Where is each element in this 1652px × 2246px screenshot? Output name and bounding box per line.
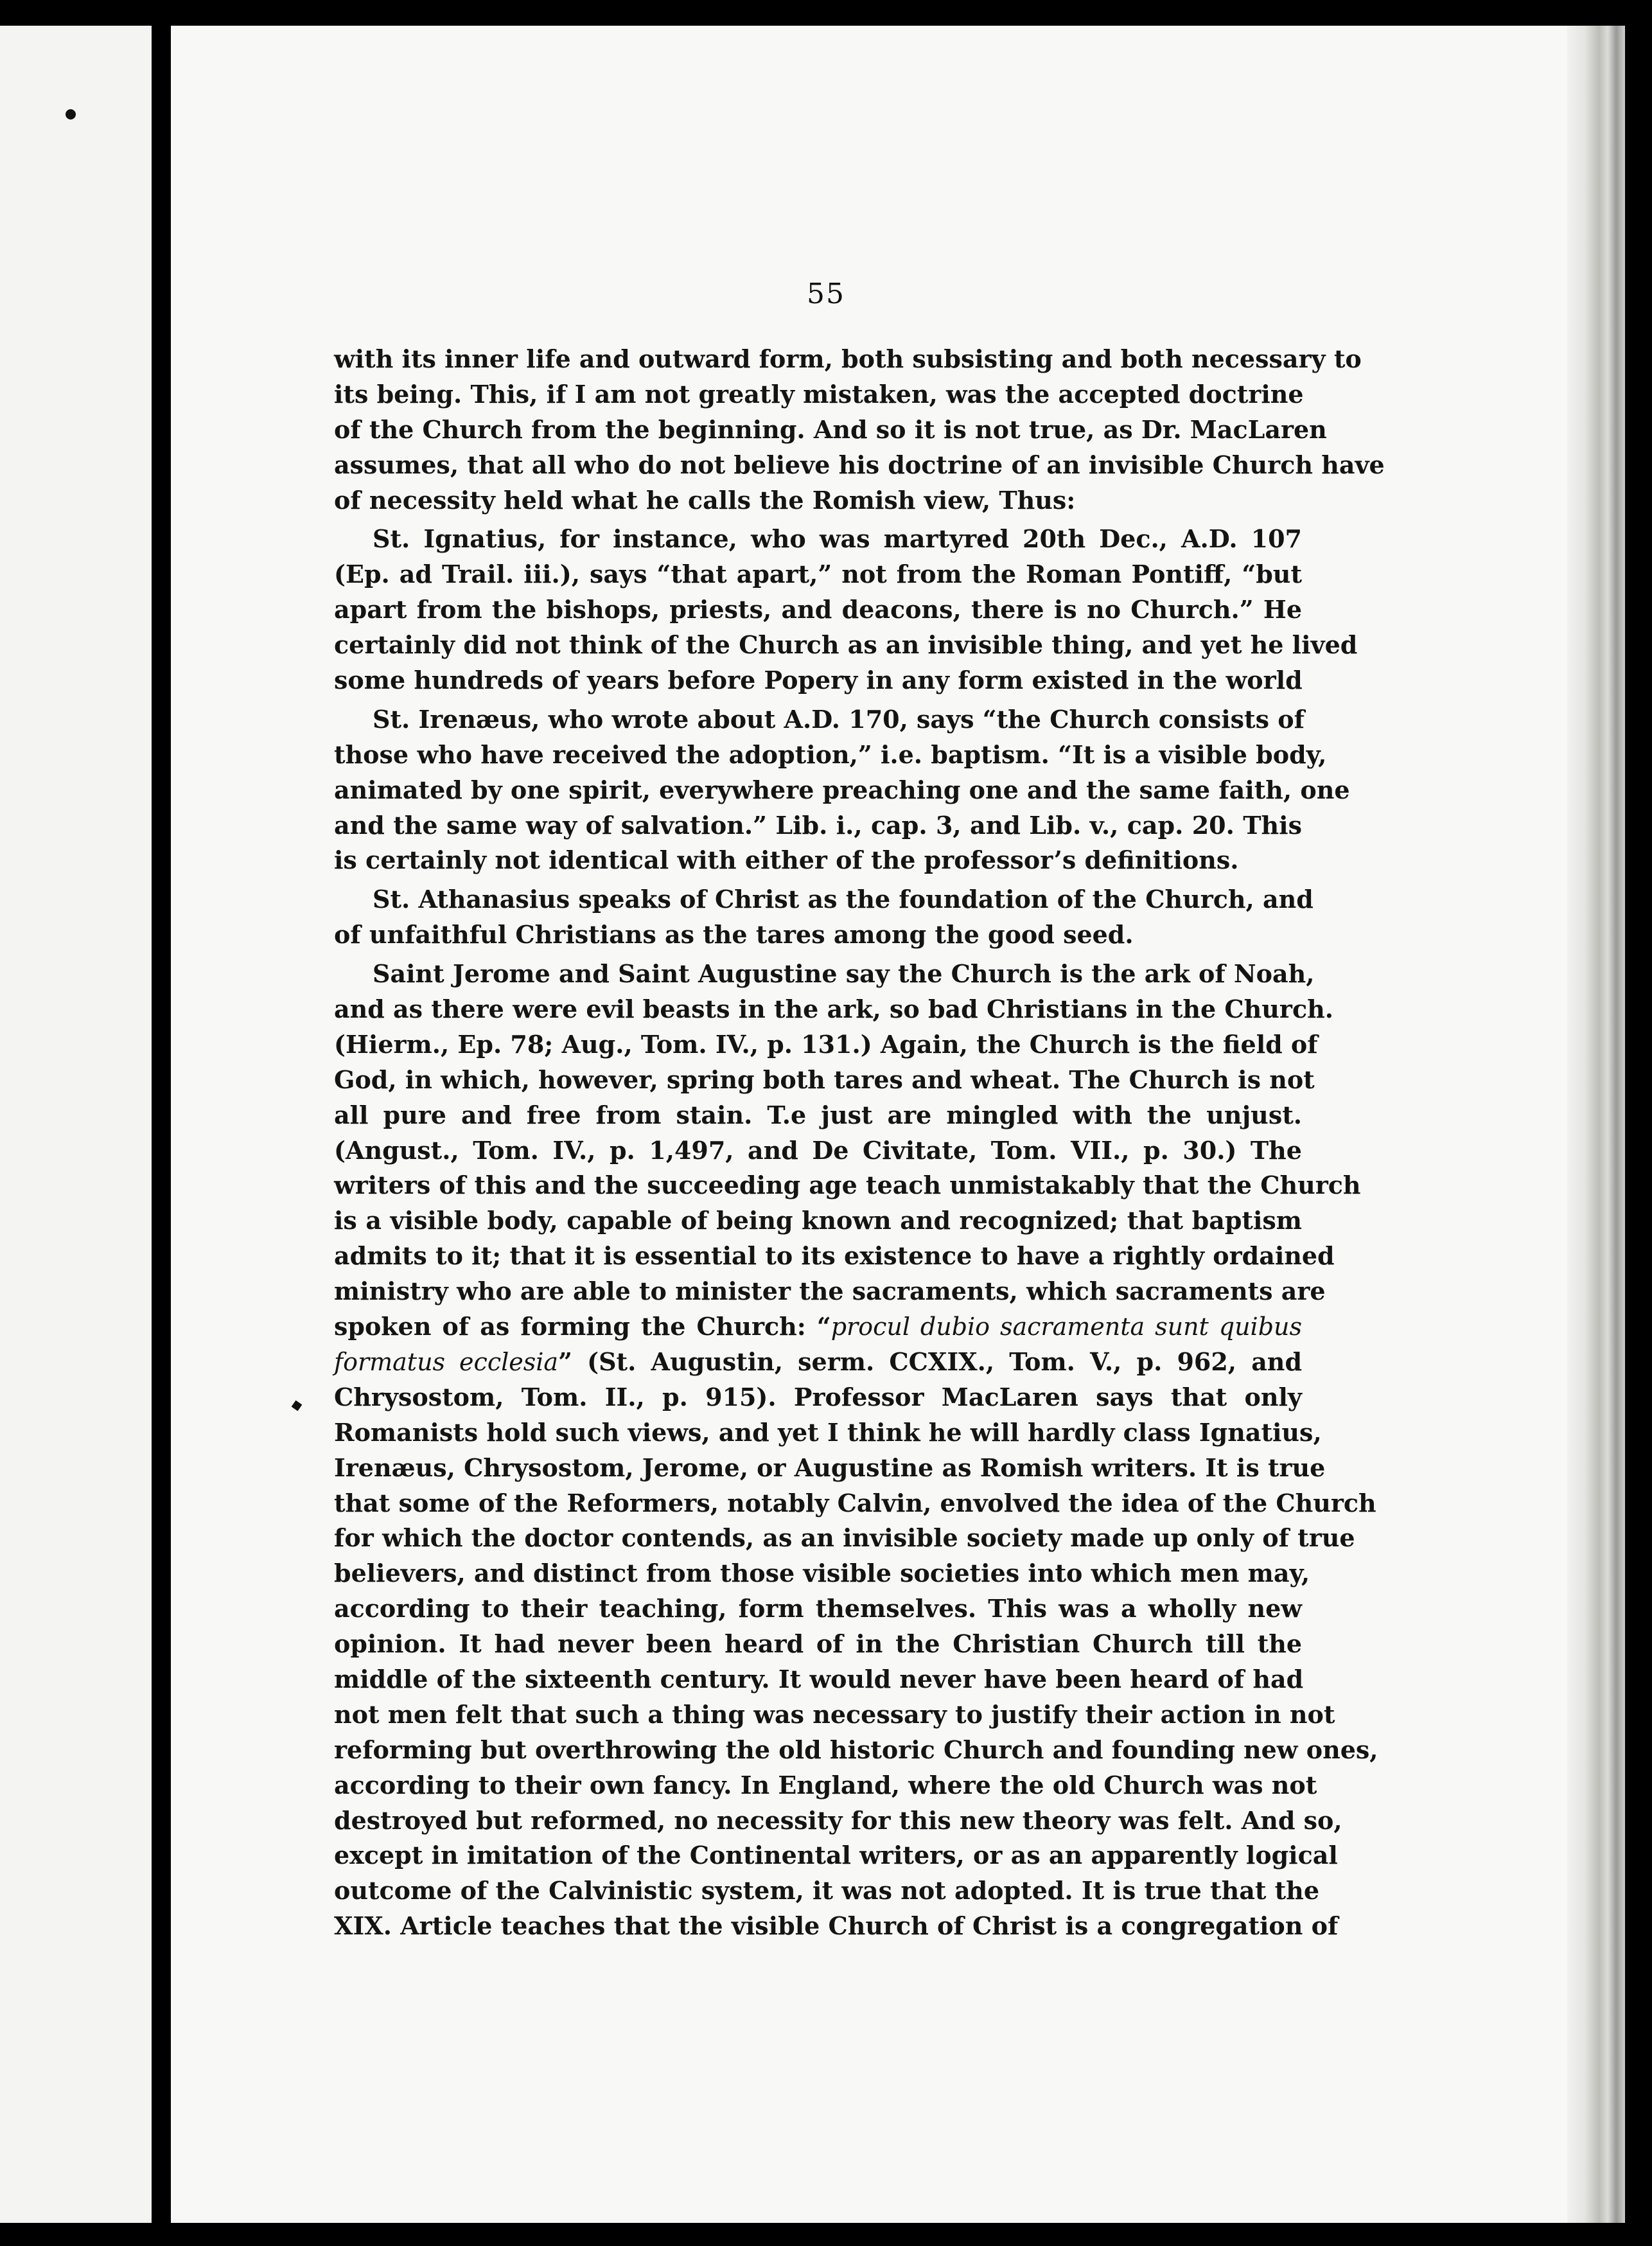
text-line: of the Church from the beginning. And so it is not true, as Dr. MacLaren — [334, 414, 1327, 444]
text-line: writers of this and the succeeding age teach unmistakably that the Church — [334, 1171, 1361, 1200]
text-line: of necessity held what he calls the Romish view, Thus: — [334, 485, 1076, 515]
page-number: 55 — [807, 278, 845, 310]
text-line: Chrysostom, Tom. II., p. 915). Professor MacLaren says that only — [334, 1382, 1302, 1411]
text-line: those who have received the adoption,” i.e. baptism. “It is a visible body, — [334, 739, 1327, 769]
text-line: St. Ignatius, for instance, who was martyred 20th Dec., A.D. 107 — [373, 524, 1302, 554]
text-line: Romanists hold such views, and yet I think he will hardly class Ignatius, — [334, 1417, 1322, 1447]
page-stack-edge — [1567, 26, 1625, 2223]
text-line-quote-end: formatus ecclesia” (St. Augustin, serm. CCXIX., Tom. V., p. 962, and — [334, 1347, 1303, 1376]
text-line: ministry who are able to minister the sacraments, which sacraments are — [334, 1277, 1326, 1306]
text-line: is a visible body, capable of being known and recognized; that baptism — [334, 1206, 1302, 1235]
text-line: animated by one spirit, everywhere preaching one and the same faith, one — [334, 775, 1350, 804]
text-line: outcome of the Calvinistic system, it was not adopted. It is true that the — [334, 1876, 1319, 1906]
text-line: St. Athanasius speaks of Christ as the foundation of the Church, and — [373, 885, 1314, 914]
text-line: its being. This, if I am not greatly mistaken, was the accepted doctrine — [334, 379, 1304, 409]
text-line: not men felt that such a thing was necessary to justify their action in not — [334, 1699, 1335, 1729]
text-segment: (St. Augustin, serm. CCXIX., Tom. V., p. 962, and — [587, 1347, 1303, 1376]
text-line: XIX. Article teaches that the visible Church of Christ is a congregation of — [334, 1911, 1339, 1941]
text-line: middle of the sixteenth century. It would never have been heard of had — [334, 1664, 1304, 1693]
text-line: believers, and distinct from those visible societies into which men may, — [334, 1559, 1310, 1588]
text-line: according to their own fancy. In England, where the old Church was not — [334, 1770, 1317, 1799]
text-line: Saint Jerome and Saint Augustine say the Church is the ark of Noah, — [373, 959, 1315, 989]
text-line: all pure and free from stain. T.e just are mingled with the unjust. — [334, 1100, 1302, 1129]
latin-quote-end: formatus ecclesia — [334, 1347, 559, 1376]
text-line: (Angust., Tom. IV., p. 1,497, and De Civitate, Tom. VII., p. 30.) The — [334, 1135, 1302, 1165]
text-line: apart from the bishops, priests, and deacons, there is no Church.” He — [334, 595, 1302, 624]
text-line: according to their teaching, form themselves. This was a wholly new — [334, 1594, 1302, 1623]
text-line: that some of the Reformers, notably Calvin, envolved the idea of the Church — [334, 1488, 1376, 1517]
body-text — [334, 342, 1385, 1944]
text-line: destroyed but reformed, no necessity for this new theory was felt. And so, — [334, 1805, 1342, 1835]
text-line: opinion. It had never been heard of in the Christian Church till the — [334, 1629, 1302, 1659]
text-line: and as there were evil beasts in the ark, so bad Christians in the Church. — [334, 995, 1333, 1024]
text-line: and the same way of salvation.” Lib. i., cap. 3, and Lib. v., cap. 20. This — [334, 810, 1302, 840]
text-line: reforming but overthrowing the old historic Church and founding new ones, — [334, 1735, 1378, 1764]
text-line: God, in which, however, spring both tares and wheat. The Church is not — [334, 1065, 1315, 1094]
text-line: some hundreds of years before Popery in any form existed in the world — [334, 666, 1303, 695]
previous-page-edge — [0, 26, 152, 2223]
text-line: admits to it; that it is essential to its existence to have a rightly ordained — [334, 1241, 1335, 1271]
text-segment: spoken of as forming the Church: — [334, 1312, 806, 1341]
text-line: (Hierm., Ep. 78; Aug., Tom. IV., p. 131.) Again, the Church is the field of — [334, 1029, 1318, 1059]
text-line: Irenæus, Chrysostom, Jerome, or Augustine as Romish writers. It is true — [334, 1453, 1326, 1482]
text-line: of unfaithful Christians as the tares among the good seed. — [334, 920, 1134, 950]
text-line: with its inner life and outward form, both subsisting and both necessary to — [334, 344, 1362, 373]
text-line: except in imitation of the Continental writers, or as an apparently logical — [334, 1841, 1338, 1870]
ink-dot — [66, 109, 76, 119]
text-line: assumes, that all who do not believe his doctrine of an invisible Church have — [334, 450, 1385, 479]
text-line-quote: spoken of as forming the Church: “procul dubio sacramenta sunt quibus — [334, 1312, 1302, 1341]
latin-quote: procul dubio sacramenta sunt quibus — [830, 1313, 1302, 1341]
text-line: certainly did not think of the Church as an invisible thing, and yet he lived — [334, 630, 1358, 660]
text-line: for which the doctor contends, as an invisible society made up only of true — [334, 1523, 1355, 1553]
text-line: (Ep. ad Trail. iii.), says “that apart,” not from the Roman Pontiff, “but — [334, 560, 1302, 589]
text-line: is certainly not identical with either of the professor’s definitions. — [334, 845, 1239, 875]
text-line: St. Irenæus, who wrote about A.D. 170, says “the Church consists of — [373, 704, 1305, 734]
